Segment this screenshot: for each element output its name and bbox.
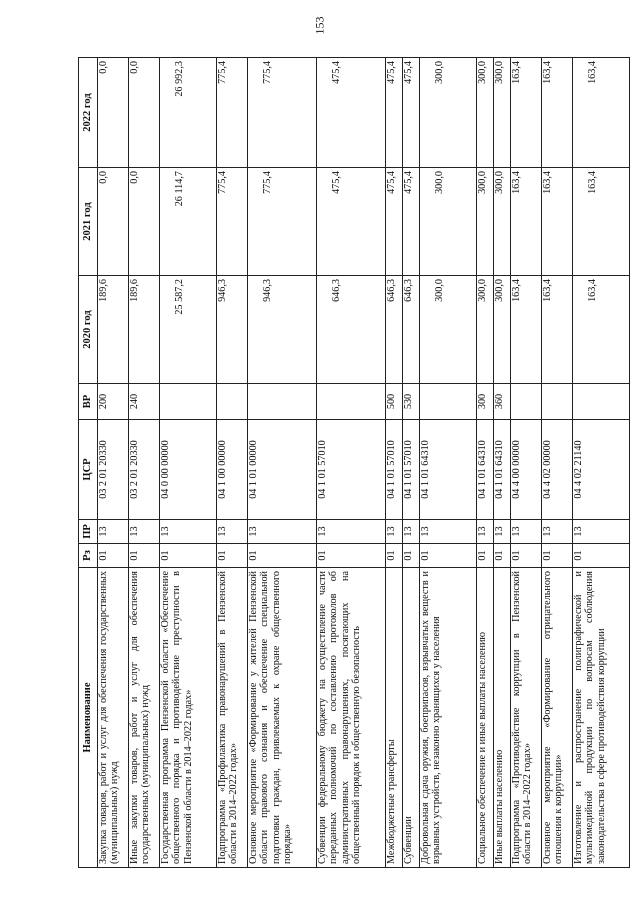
row-pr: 13 [420, 520, 477, 544]
row-2021: 300,0 [494, 168, 511, 276]
table-row [98, 58, 129, 868]
row-2021: 300,0 [477, 168, 494, 276]
row-2020: 300,0 [420, 276, 477, 384]
header-pr: ПР [79, 520, 98, 544]
row-pr: 13 [98, 520, 129, 544]
row-csr: 04 1 01 57010 [403, 420, 420, 520]
row-2020: 163,4 [511, 276, 542, 384]
row-vr [217, 384, 248, 420]
row-rz: 01 [248, 544, 317, 568]
table-row [160, 58, 217, 868]
row-name: Субвенции федеральному бюджету на осуществление части переданных полномочий по составлению протоколов об административных правонарушениях, посягающих на общественный порядок и общественную безопасность [317, 568, 386, 868]
row-2022: 300,0 [420, 58, 477, 168]
budget-table [78, 57, 630, 868]
row-2022: 300,0 [477, 58, 494, 168]
row-pr: 13 [494, 520, 511, 544]
row-vr: 240 [129, 384, 160, 420]
row-csr: 04 1 00 00000 [217, 420, 248, 520]
row-vr: 500 [386, 384, 403, 420]
table-row [494, 58, 511, 868]
row-rz: 01 [494, 544, 511, 568]
row-2021: 0,0 [129, 168, 160, 276]
row-csr: 04 1 01 64310 [494, 420, 511, 520]
row-2021: 163,4 [573, 168, 630, 276]
row-name: Иные закупки товаров, работ и услуг для обеспечения государственных (муниципальных) нужд [129, 568, 160, 868]
row-vr [317, 384, 386, 420]
row-rz: 01 [573, 544, 630, 568]
row-name: Субвенции [403, 568, 420, 868]
row-2020: 189,6 [129, 276, 160, 384]
row-pr: 13 [542, 520, 573, 544]
row-pr: 13 [217, 520, 248, 544]
row-2022: 775,4 [248, 58, 317, 168]
header-2020: 2020 год [79, 276, 98, 384]
header-vr: ВР [79, 384, 98, 420]
row-pr: 13 [477, 520, 494, 544]
row-csr: 04 4 02 21140 [573, 420, 630, 520]
budget-table-container [78, 58, 607, 868]
row-csr: 04 1 01 64310 [477, 420, 494, 520]
table-row [217, 58, 248, 868]
row-csr: 04 4 02 00000 [542, 420, 573, 520]
row-2022: 775,4 [217, 58, 248, 168]
row-2022: 475,4 [403, 58, 420, 168]
row-2021: 0,0 [98, 168, 129, 276]
table-row [420, 58, 477, 868]
table-row [573, 58, 630, 868]
row-2022: 475,4 [317, 58, 386, 168]
header-csr: ЦСР [79, 420, 98, 520]
row-csr: 04 4 00 00000 [511, 420, 542, 520]
row-2020: 300,0 [477, 276, 494, 384]
row-csr: 04 1 01 57010 [386, 420, 403, 520]
table-row [477, 58, 494, 868]
row-vr: 530 [403, 384, 420, 420]
row-name: Иные выплаты населению [494, 568, 511, 868]
row-2022: 475,4 [386, 58, 403, 168]
row-pr: 13 [573, 520, 630, 544]
header-rz: Рз [79, 544, 98, 568]
row-rz: 01 [129, 544, 160, 568]
row-vr [160, 384, 217, 420]
row-rz: 01 [160, 544, 217, 568]
row-2021: 475,4 [403, 168, 420, 276]
row-2022: 300,0 [494, 58, 511, 168]
row-name: Основное мероприятие «Формирование отрицательного отношения к коррупции» [542, 568, 573, 868]
row-name: Подпрограмма «Противодействие коррупции в Пензенской области в 2014–2022 годах» [511, 568, 542, 868]
row-rz: 01 [317, 544, 386, 568]
row-2021: 163,4 [511, 168, 542, 276]
row-2021: 775,4 [248, 168, 317, 276]
row-name: Межбюджетные трансферты [386, 568, 403, 868]
row-2022: 0,0 [98, 58, 129, 168]
row-2022: 163,4 [542, 58, 573, 168]
row-vr [573, 384, 630, 420]
row-2021: 775,4 [217, 168, 248, 276]
row-2021: 475,4 [317, 168, 386, 276]
header-2022: 2022 год [79, 58, 98, 168]
row-name: Основное мероприятие «Формирование у жителей Пензенской области правового сознания и обеспечение специальной подготовки граждан, привлекаемых к охране общественного порядка» [248, 568, 317, 868]
row-pr: 13 [129, 520, 160, 544]
row-vr [511, 384, 542, 420]
row-vr [248, 384, 317, 420]
row-2022: 163,4 [511, 58, 542, 168]
row-vr: 200 [98, 384, 129, 420]
row-rz: 01 [386, 544, 403, 568]
row-vr [542, 384, 573, 420]
row-name: Добровольная сдача оружия, боеприпасов, взрывчатых веществ и взрывных устройств, незаконно хранящихся у населения [420, 568, 477, 868]
table-row [386, 58, 403, 868]
row-2022: 0,0 [129, 58, 160, 168]
row-rz: 01 [477, 544, 494, 568]
row-name: Изготовление и распространение полиграфической и мультимедийной продукции по вопросам соблюдения законодательства в сфере противодействия коррупции [573, 568, 630, 868]
row-csr: 03 2 01 20330 [129, 420, 160, 520]
row-2021: 163,4 [542, 168, 573, 276]
row-2020: 189,6 [98, 276, 129, 384]
row-2020: 946,3 [217, 276, 248, 384]
row-pr: 13 [248, 520, 317, 544]
row-2020: 946,3 [248, 276, 317, 384]
row-rz: 01 [511, 544, 542, 568]
row-pr: 13 [511, 520, 542, 544]
row-rz: 01 [542, 544, 573, 568]
table-row [129, 58, 160, 868]
row-name: Подпрограмма «Профилактика правонарушений в Пензенской области в 2014–2022 годах» [217, 568, 248, 868]
table-header-row [79, 58, 98, 868]
row-csr: 04 1 01 64310 [420, 420, 477, 520]
row-2020: 300,0 [494, 276, 511, 384]
table-row [317, 58, 386, 868]
row-name: Закупка товаров, работ и услуг для обеспечения государственных (муниципальных) нужд [98, 568, 129, 868]
row-vr: 300 [477, 384, 494, 420]
row-2020: 646,3 [386, 276, 403, 384]
row-rz: 01 [420, 544, 477, 568]
table-row [248, 58, 317, 868]
header-name: Наименование [79, 568, 98, 868]
table-row [542, 58, 573, 868]
row-2020: 163,4 [542, 276, 573, 384]
row-rz: 01 [98, 544, 129, 568]
row-csr: 04 1 01 57010 [317, 420, 386, 520]
row-2020: 163,4 [573, 276, 630, 384]
row-csr: 04 0 00 00000 [160, 420, 217, 520]
row-vr [420, 384, 477, 420]
table-row [403, 58, 420, 868]
row-2020: 25 587,2 [160, 276, 217, 384]
row-csr: 04 1 01 00000 [248, 420, 317, 520]
row-pr: 13 [160, 520, 217, 544]
row-vr: 360 [494, 384, 511, 420]
row-2020: 646,3 [317, 276, 386, 384]
page-number: 153 [312, 16, 327, 35]
row-name: Государственная программа Пензенской области «Обеспечение общественного порядка и противодействие преступности в Пензенской области в 2014–2022 годах» [160, 568, 217, 868]
row-csr: 03 2 01 20330 [98, 420, 129, 520]
row-pr: 13 [403, 520, 420, 544]
row-2021: 300,0 [420, 168, 477, 276]
header-2021: 2021 год [79, 168, 98, 276]
row-rz: 01 [217, 544, 248, 568]
row-2020: 646,3 [403, 276, 420, 384]
row-2022: 163,4 [573, 58, 630, 168]
row-2021: 475,4 [386, 168, 403, 276]
row-pr: 13 [317, 520, 386, 544]
row-name: Социальное обеспечение и иные выплаты населению [477, 568, 494, 868]
table-row [511, 58, 542, 868]
row-2022: 26 992,3 [160, 58, 217, 168]
row-rz: 01 [403, 544, 420, 568]
row-2021: 26 114,7 [160, 168, 217, 276]
row-pr: 13 [386, 520, 403, 544]
